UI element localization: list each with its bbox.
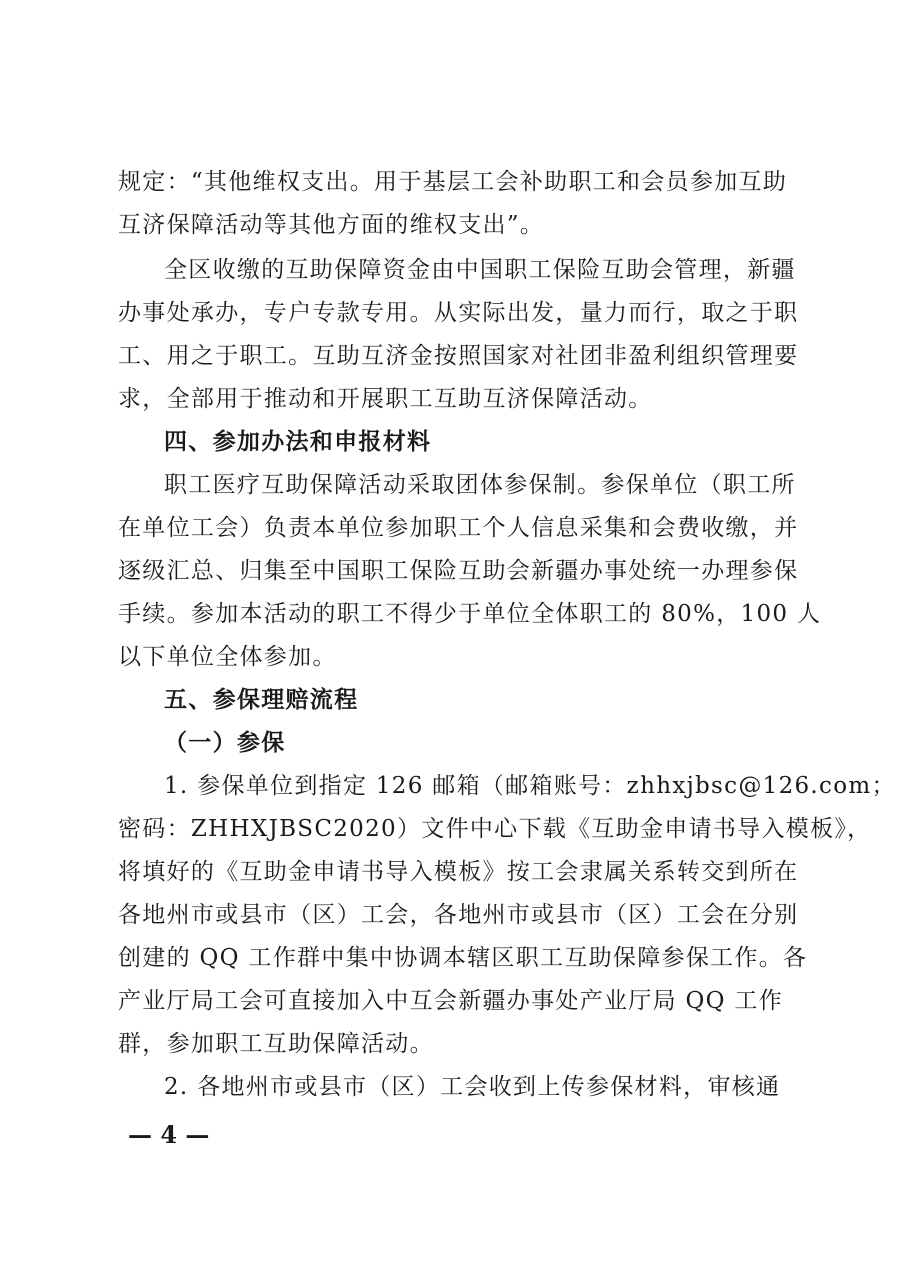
body-text-line: 1. 参保单位到指定 126 邮箱（邮箱账号：zhhxjbsc@126.com； bbox=[164, 773, 896, 799]
body-text-line: 互济保障活动等其他方面的维权支出”。 bbox=[118, 212, 545, 238]
body-text-line: 密码：ZHHXJBSC2020）文件中心下载《互助金申请书导入模板》， bbox=[118, 816, 872, 842]
body-text-line: 工、用之于职工。互助互济金按照国家对社团非盈利组织管理要 bbox=[118, 343, 799, 369]
body-text-line: 2. 各地州市或县市（区）工会收到上传参保材料，审核通 bbox=[164, 1074, 781, 1100]
body-text-line: 规定：“其他维权支出。用于基层工会补助职工和会员参加互助 bbox=[118, 169, 788, 195]
body-text-line: 办事处承办，专户专款专用。从实际出发，量力而行，取之于职 bbox=[118, 300, 799, 326]
subsection-heading: （一）参保 bbox=[164, 730, 286, 756]
body-text-line: 逐级汇总、归集至中国职工保险互助会新疆办事处统一办理参保 bbox=[118, 558, 799, 584]
section-heading: 五、参保理赔流程 bbox=[164, 687, 359, 713]
body-text-line: 全区收缴的互助保障资金由中国职工保险互助会管理，新疆 bbox=[164, 257, 796, 283]
body-text-line: 群，参加职工互助保障活动。 bbox=[118, 1031, 434, 1057]
page-number: — 4 — bbox=[128, 1120, 210, 1149]
body-text-line: 以下单位全体参加。 bbox=[118, 644, 337, 670]
body-text-line: 将填好的《互助金申请书导入模板》按工会隶属关系转交到所在 bbox=[118, 859, 799, 885]
body-text-line: 职工医疗互助保障活动采取团体参保制。参保单位（职工所 bbox=[164, 472, 796, 498]
body-text-line: 求，全部用于推动和开展职工互助互济保障活动。 bbox=[118, 386, 653, 412]
body-text-line: 各地州市或县市（区）工会，各地州市或县市（区）工会在分别 bbox=[118, 902, 799, 928]
body-text-line: 在单位工会）负责本单位参加职工个人信息采集和会费收缴，并 bbox=[118, 515, 799, 541]
section-heading: 四、参加办法和申报材料 bbox=[164, 429, 432, 455]
body-text-line: 手续。参加本活动的职工不得少于单位全体职工的 80%，100 人 bbox=[118, 601, 822, 627]
body-text-line: 产业厅局工会可直接加入中互会新疆办事处产业厅局 QQ 工作 bbox=[118, 988, 784, 1014]
body-text-line: 创建的 QQ 工作群中集中协调本辖区职工互助保障参保工作。各 bbox=[118, 945, 808, 971]
